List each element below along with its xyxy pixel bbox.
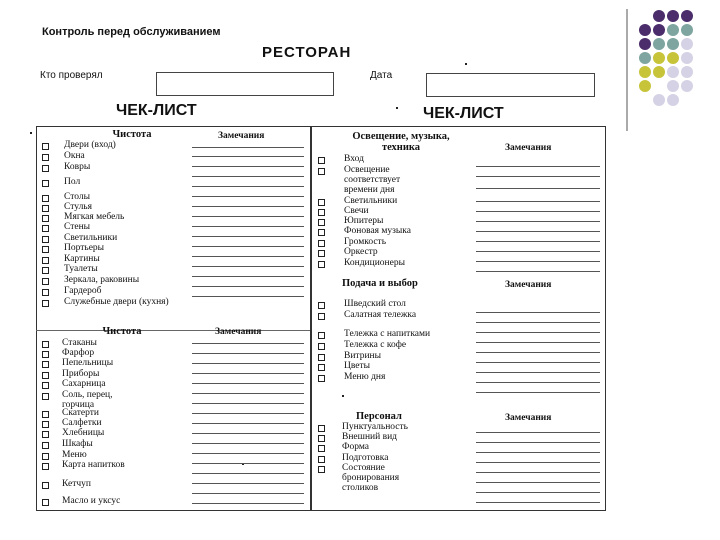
item-label: Столы [64,192,90,202]
decor-dot [653,38,665,50]
item-label: Фоновая музыка [344,226,411,236]
remark-line[interactable] [192,236,304,237]
item-label: Свечи [344,206,369,216]
remark-line[interactable] [476,462,600,463]
remark-line[interactable] [192,276,304,277]
checkbox[interactable] [42,195,49,202]
item-label: Служебные двери (кухня) [64,297,169,307]
page-heading: Контроль перед обслуживанием [42,26,221,38]
checkbox[interactable] [42,372,49,379]
checklist-item [318,237,413,247]
checkbox[interactable] [42,205,49,212]
remark-line[interactable] [476,482,600,483]
checkbox[interactable] [318,425,325,432]
item-label: Кетчуп [62,479,91,489]
remark-line[interactable] [476,492,600,493]
item-label: Гардероб [64,286,102,296]
checkbox[interactable] [42,300,49,307]
checklist-item [42,212,182,222]
decor-dot [639,80,651,92]
checkbox[interactable] [318,209,325,216]
remarks-header-staff: Замечания [505,413,552,423]
remark-line[interactable] [476,251,600,252]
remark-line[interactable] [192,363,304,364]
checklist-item [318,340,448,350]
checklist-item [318,329,448,339]
decor-dot [681,38,693,50]
checkbox[interactable] [318,343,325,350]
checkbox[interactable] [42,165,49,172]
checklist-item [42,264,182,274]
section-title-lighting: Освещение, музыка, техника [352,131,450,153]
checklist-item [318,372,448,382]
decor-dots [625,9,697,129]
checkbox[interactable] [42,361,49,368]
decor-dot [667,80,679,92]
remark-line[interactable] [192,493,304,494]
section-title-cleanliness: Чистота [112,129,152,140]
remark-line[interactable] [192,156,304,157]
item-label: Юпитеры [344,216,384,226]
remark-line[interactable] [192,266,304,267]
section-divider [36,330,310,331]
item-label: Двери (вход) [64,140,116,150]
checklist-item [318,310,448,320]
item-label: Приборы [62,369,100,379]
item-label: Шведский стол [344,299,406,309]
remark-line[interactable] [192,413,304,414]
checklist-item [42,177,182,187]
item-label: Тележка с кофе [344,340,407,350]
checkbox[interactable] [318,250,325,257]
checkbox[interactable] [42,215,49,222]
checklist-item [42,450,132,460]
item-label: Витрины [344,351,381,361]
checklist-item [42,202,182,212]
who-checked-label: Кто проверял [40,70,103,81]
checkbox[interactable] [42,499,49,506]
decor-dot [681,10,693,22]
remark-line[interactable] [476,432,600,433]
checkbox[interactable] [318,445,325,452]
checkbox[interactable] [42,421,49,428]
decor-dot [653,66,665,78]
checklist-item [318,432,413,442]
item-label: Светильники [344,196,398,206]
checklist-item [42,254,182,264]
remark-line[interactable] [192,216,304,217]
remark-line[interactable] [192,206,304,207]
checklist-item [42,439,132,449]
item-label: Стены [64,222,91,232]
speck [30,132,32,134]
checklist-item [42,338,132,348]
checklist-item [318,247,413,257]
remarks-header-2: Замечания [215,327,262,337]
checklist-item [42,162,182,172]
checklist-item [42,348,132,358]
decor-dot [667,94,679,106]
checkbox[interactable] [42,236,49,243]
remark-line[interactable] [192,286,304,287]
item-label: Освещение соответствует времени дня [344,165,401,195]
remark-line[interactable] [476,502,600,503]
item-label: Светильники [64,233,118,243]
remark-line[interactable] [192,373,304,374]
checklist-item [42,192,182,202]
remark-line[interactable] [192,353,304,354]
item-label: Меню дня [344,372,386,382]
checkbox[interactable] [42,278,49,285]
checklist-item [318,206,413,216]
decor-dot [681,80,693,92]
checkbox[interactable] [318,354,325,361]
checkbox[interactable] [42,143,49,150]
remark-line[interactable] [476,442,600,443]
remark-line[interactable] [476,271,600,272]
decor-dot [681,52,693,64]
checklist-item [42,496,132,506]
remark-line[interactable] [476,231,600,232]
item-label: Цветы [344,361,371,371]
section-title-cleanliness-2: Чистота [102,326,142,337]
decor-dot [639,66,651,78]
remark-line[interactable] [192,453,304,454]
checklist-item [318,422,413,432]
section-title-staff: Персонал [356,411,402,422]
item-label: Салатная тележка [344,310,417,320]
item-label: Форма [342,442,370,452]
remark-line[interactable] [476,166,600,167]
checklist-item [318,299,448,309]
item-label: Сахарница [62,379,106,389]
checklist-item [42,379,132,389]
remark-line[interactable] [476,362,600,363]
checkbox[interactable] [42,267,49,274]
speck [465,63,467,65]
item-label: Меню [62,450,87,460]
checkbox[interactable] [318,364,325,371]
checkbox[interactable] [318,302,325,309]
remark-line[interactable] [192,473,304,474]
checklist-item [42,358,132,368]
remark-line[interactable] [476,352,600,353]
checklist-item [42,390,132,410]
checkbox[interactable] [318,466,325,473]
checklist-item [42,428,132,438]
checklist-item [318,453,413,463]
date-field[interactable] [426,73,595,97]
remark-line[interactable] [476,392,600,393]
item-label: Подготовка [342,453,389,463]
checkbox[interactable] [42,431,49,438]
remarks-header-serving: Замечания [505,280,552,290]
checklist-item [42,151,182,161]
checkbox[interactable] [318,219,325,226]
speck [396,107,398,109]
remark-line[interactable] [192,176,304,177]
remark-line[interactable] [476,322,600,323]
checklist-item [318,216,413,226]
checklist-item [42,418,132,428]
remark-line[interactable] [192,383,304,384]
decor-dot [653,10,665,22]
remark-line[interactable] [192,443,304,444]
checkbox[interactable] [42,289,49,296]
item-label: Пунктуальность [342,422,408,432]
checkbox[interactable] [318,199,325,206]
item-label: Стаканы [62,338,97,348]
checklist-item [42,297,182,307]
checklist-item [42,369,132,379]
item-label: Соль, перец, горчица [62,390,113,410]
checkbox[interactable] [42,463,49,470]
remark-line[interactable] [192,147,304,148]
remark-line[interactable] [192,343,304,344]
remark-line[interactable] [476,201,600,202]
item-label: Состояние бронирования столиков [342,463,400,493]
checkbox[interactable] [318,157,325,164]
checklist-item [318,361,448,371]
remark-line[interactable] [192,226,304,227]
item-label: Шкафы [62,439,93,449]
remark-line[interactable] [476,261,600,262]
checkbox[interactable] [318,229,325,236]
remark-line[interactable] [476,372,600,373]
checkbox[interactable] [42,341,49,348]
item-label: Оркестр [344,247,378,257]
item-label: Ковры [64,162,91,172]
remark-line[interactable] [476,472,600,473]
checklist-item [318,196,413,206]
item-label: Портьеры [64,243,105,253]
checklist-item [42,286,182,296]
checklist-item [318,165,413,195]
remark-line[interactable] [192,403,304,404]
checklist-item [42,479,132,489]
item-label: Внешний вид [342,432,397,442]
decor-dot [653,94,665,106]
decor-dot [653,24,665,36]
column-divider [310,127,312,510]
decor-dot [681,24,693,36]
decor-dot [639,24,651,36]
checkbox[interactable] [318,375,325,382]
decor-dot [653,52,665,64]
remark-line[interactable] [476,332,600,333]
item-label: Салфетки [62,418,102,428]
remark-line[interactable] [476,342,600,343]
checkbox[interactable] [42,257,49,264]
section-title-serving: Подача и выбор [342,278,418,289]
decor-dot [667,66,679,78]
checklist-item [318,463,413,493]
remark-line[interactable] [192,463,304,464]
item-label: Вход [344,154,364,164]
remark-line[interactable] [192,296,304,297]
checklist-left-title: ЧЕК-ЛИСТ [116,102,197,119]
restaurant-title: РЕСТОРАН [262,44,352,61]
who-checked-field[interactable] [156,72,334,96]
item-label: Стулья [64,202,93,212]
remarks-header: Замечания [218,131,265,141]
checklist-item [318,351,448,361]
remark-line[interactable] [192,393,304,394]
checkbox[interactable] [42,351,49,358]
item-label: Пепельницы [62,358,114,368]
decor-dot [681,66,693,78]
remark-line[interactable] [476,188,600,189]
checkbox[interactable] [318,168,325,175]
checklist-item [318,258,413,268]
checklist-item [42,222,182,232]
remark-line[interactable] [192,503,304,504]
checklist-item [318,154,413,164]
remark-line[interactable] [192,186,304,187]
checkbox[interactable] [42,482,49,489]
item-label: Мягкая мебель [64,212,125,222]
checkbox[interactable] [318,261,325,268]
remark-line[interactable] [192,196,304,197]
checkbox[interactable] [42,382,49,389]
remark-line[interactable] [192,483,304,484]
item-label: Громкость [344,237,387,247]
checkbox[interactable] [42,411,49,418]
checkbox[interactable] [318,435,325,442]
remarks-header-lighting: Замечания [505,143,552,153]
item-label: Фарфор [62,348,95,358]
checklist-item [42,275,182,285]
remark-line[interactable] [192,433,304,434]
checkbox[interactable] [42,453,49,460]
remark-line[interactable] [192,246,304,247]
checklist-item [318,442,413,452]
checkbox[interactable] [42,246,49,253]
item-label: Туалеты [64,264,98,274]
checkbox[interactable] [42,225,49,232]
item-label: Кондиционеры [344,258,405,268]
remark-line[interactable] [476,312,600,313]
checkbox[interactable] [318,313,325,320]
checklist-item [42,408,132,418]
decor-dot [667,24,679,36]
decor-dot [639,52,651,64]
item-label: Карта напитков [62,460,125,470]
checklist-item [42,460,132,470]
item-label: Хлебницы [62,428,105,438]
date-label: Дата [370,70,393,81]
item-label: Скатерти [62,408,100,418]
checklist-item [318,226,413,236]
checkbox[interactable] [318,456,325,463]
remark-line[interactable] [476,221,600,222]
decor-dot [667,52,679,64]
item-label: Картины [64,254,100,264]
decor-dot [667,10,679,22]
checkbox[interactable] [42,442,49,449]
checklist-item [42,243,182,253]
item-label: Окна [64,151,85,161]
checklist-right-title: ЧЕК-ЛИСТ [423,105,504,122]
item-label: Зеркала, раковины [64,275,140,285]
remark-line[interactable] [192,166,304,167]
remark-line[interactable] [192,256,304,257]
remark-line[interactable] [476,241,600,242]
decor-dot [639,38,651,50]
checkbox[interactable] [318,240,325,247]
speck [342,395,344,397]
checkbox[interactable] [42,154,49,161]
remark-line[interactable] [476,211,600,212]
checklist-item [42,140,182,150]
checklist-item [42,233,182,243]
remark-line[interactable] [192,423,304,424]
item-label: Пол [64,177,81,187]
checkbox[interactable] [42,180,49,187]
item-label: Тележка с напитками [344,329,431,339]
checkbox[interactable] [42,393,49,400]
remark-line[interactable] [476,382,600,383]
decor-dot [667,38,679,50]
item-label: Масло и уксус [62,496,121,506]
remark-line[interactable] [476,452,600,453]
remark-line[interactable] [476,176,600,177]
checkbox[interactable] [318,332,325,339]
